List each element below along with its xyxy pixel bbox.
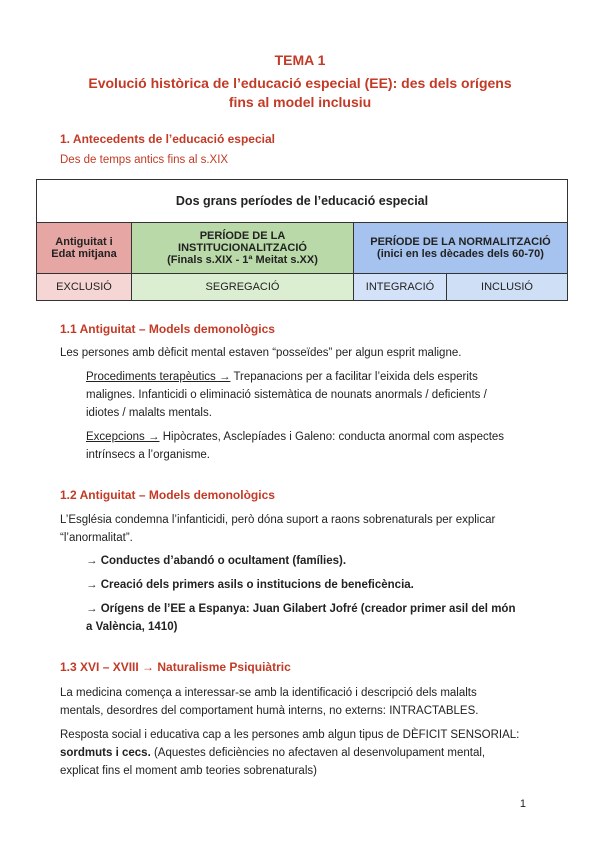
bullet-origins-text-2: a València, 1410) (86, 621, 178, 633)
section-1-2-text-1: L’Església condemna l’infanticidi, però dóna suport a raons sobrenaturals per explicar (60, 514, 496, 526)
therapeutic-procedures-text-2: malignes. Infanticidi o eliminació sistemàtica de nounats anormals / deficients / (86, 389, 487, 401)
label-inclusion: INCLUSIÓ (447, 274, 568, 301)
exceptions-paragraph (86, 428, 546, 464)
exceptions-text-1: Hipòcrates, Asclepíades i Galeno: conducta anormal com aspectes (159, 431, 505, 443)
period-antiquity-cell (37, 223, 132, 274)
document-title: TEMA 1 (274, 52, 326, 68)
section-1-2-paragraph (60, 511, 550, 547)
sensory-deficit-bold: sordmuts i cecs. (60, 747, 151, 759)
section-1-heading: 1. Antecedents de l’educació especial (60, 132, 275, 146)
section-1-3-p2-text-1: Resposta social i educativa cap a les persones amb algun tipus de DÈFICIT SENSORIAL: (60, 729, 520, 741)
section-1-3-heading: 1.3 XVI – XVIII → Naturalisme Psiquiàtric (60, 660, 291, 674)
section-1-3-p2-text-2: (Aquestes deficiències no afectaven al desenvolupament mental, (150, 747, 486, 759)
period-normalization-line2: (inici en les dècades dels 60-70) (377, 248, 544, 260)
period-normalization-line1: PERÍODE DE LA NORMALITZACIÓ (370, 236, 551, 248)
section-1-3-p1-text-1: La medicina comença a interessar-se amb la identificació i descripció dels malalts (60, 687, 477, 699)
subtitle-line-1: Evolució històrica de l’educació especial (EE): des dels orígens (88, 75, 512, 91)
section-1-3-paragraph-1 (60, 684, 550, 720)
section-1-3-p2-text-3: explicat fins el moment amb teories sobrenaturals) (60, 765, 317, 777)
period-institutionalization-line2: INSTITUCIONALITZACIÓ (178, 242, 307, 254)
label-integration: INTEGRACIÓ (354, 274, 447, 301)
period-institutionalization-line1: PERÍODE DE LA (199, 230, 286, 242)
exceptions-label: Excepcions → (86, 431, 160, 443)
label-exclusion: EXCLUSIÓ (37, 274, 132, 301)
exceptions-text-2: intrínsecs a l’organisme. (86, 449, 210, 461)
therapeutic-procedures-label: Procediments terapèutics → (86, 371, 231, 383)
label-segregation: SEGREGACIÓ (132, 274, 354, 301)
period-antiquity-line2: Edat mitjana (51, 248, 117, 260)
therapeutic-procedures-text-3: idiotes / malalts mentals. (86, 407, 212, 419)
section-1-3-p1-text-2: mentals, desordres del comportament humà interns, no externs: INTRACTABLES. (60, 705, 479, 717)
period-normalization-cell (354, 223, 568, 274)
section-1-subheading: Des de temps antics fins al s.XIX (60, 154, 229, 166)
therapeutic-procedures-text-1: Trepanacions per a facilitar l’eixida dels esperits (230, 371, 478, 383)
section-1-2-heading: 1.2 Antiguitat – Models demonològics (60, 488, 275, 502)
section-1-1-heading: 1.1 Antiguitat – Models demonològics (60, 322, 275, 336)
bullet-abandonment: → Conductes d’abandó o ocultament (famílies). (86, 555, 347, 567)
page-number: 1 (519, 798, 526, 810)
subtitle-line-2: fins al model inclusiu (228, 94, 372, 110)
period-institutionalization-cell (132, 223, 354, 274)
document-subtitle (60, 74, 540, 112)
therapeutic-procedures-paragraph (86, 368, 546, 422)
section-1-3-paragraph-2 (60, 726, 550, 780)
periods-table (36, 179, 568, 301)
bullet-origins-text-1: → Orígens de l’EE a Espanya: Juan Gilabert Jofré (creador primer asil del món (86, 603, 516, 615)
section-1-1-paragraph: Les persones amb dèficit mental estaven “posseïdes” per algun esprit maligne. (60, 347, 462, 359)
bullet-origins-spain (86, 600, 546, 636)
period-antiquity-line1: Antiguitat i (55, 236, 113, 248)
bullet-asylums: → Creació dels primers asils o institucions de beneficència. (86, 579, 414, 591)
periods-table-header: Dos grans períodes de l’educació especial (37, 180, 568, 223)
section-1-2-text-2: “l’anormalitat”. (60, 532, 133, 544)
period-institutionalization-line3: (Finals s.XIX - 1ª Meitat s.XX) (167, 254, 318, 266)
